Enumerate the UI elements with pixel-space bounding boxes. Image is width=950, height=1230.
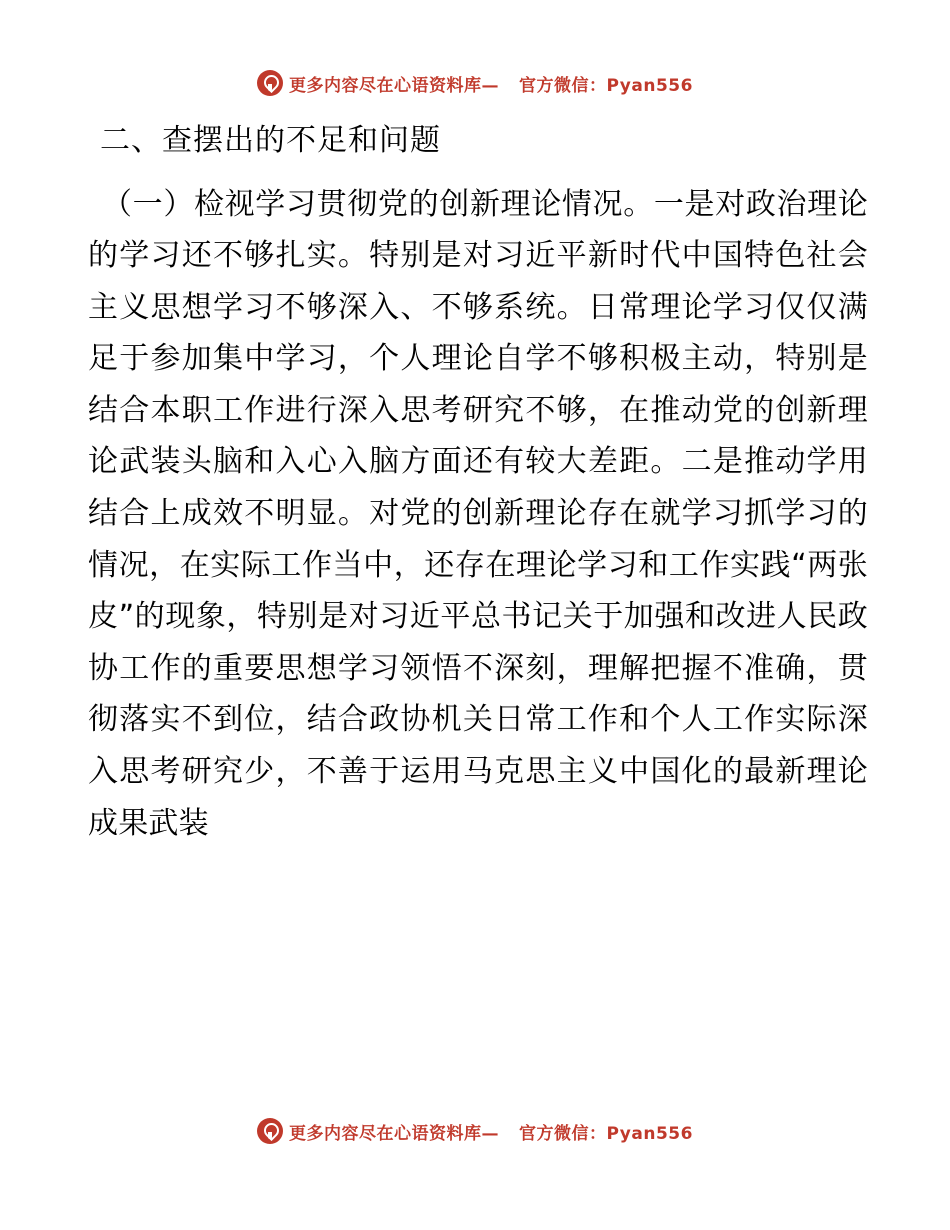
watermark-text-primary: 更多内容尽在心语资料库— xyxy=(289,75,500,96)
watermark-text-primary: 更多内容尽在心语资料库— xyxy=(289,1123,500,1144)
watermark-banner-bottom xyxy=(0,1118,950,1144)
document-content xyxy=(88,118,868,849)
body-paragraph: （一）检视学习贯彻党的创新理论情况。一是对政治理论的学习还不够扎实。特别是对习近平新时代中国特色社会主义思想学习不够深入、不够系统。日常理论学习仅仅满足于参加集中学习，个人理论自学不够积极主动，特别是结合本职工作进行深入思考研究不够，在推动党的创新理论武装头脑和入心入脑方面还有较大差距。二是推动学用结合上成效不明显。对党的创新理论存在就学习抓学习的情况，在实际工作当中，还存在理论学习和工作实践“两张皮”的现象，特别是对习近平总书记关于加强和改进人民政协工作的重要思想学习领悟不深刻，理解把握不准确，贯彻落实不到位，结合政协机关日常工作和个人工作实际深入思考研究少，不善于运用马克思主义中国化的最新理论成果武装 xyxy=(88,186,868,841)
chat-bubble-logo-icon xyxy=(257,70,283,96)
section-heading: 二、查摆出的不足和问题 xyxy=(100,123,441,158)
watermark-banner-top xyxy=(0,70,950,96)
chat-bubble-logo-icon xyxy=(257,1118,283,1144)
watermark-text-secondary: 官方微信：Pyan556 xyxy=(519,75,693,96)
watermark-text-secondary: 官方微信：Pyan556 xyxy=(519,1123,693,1144)
